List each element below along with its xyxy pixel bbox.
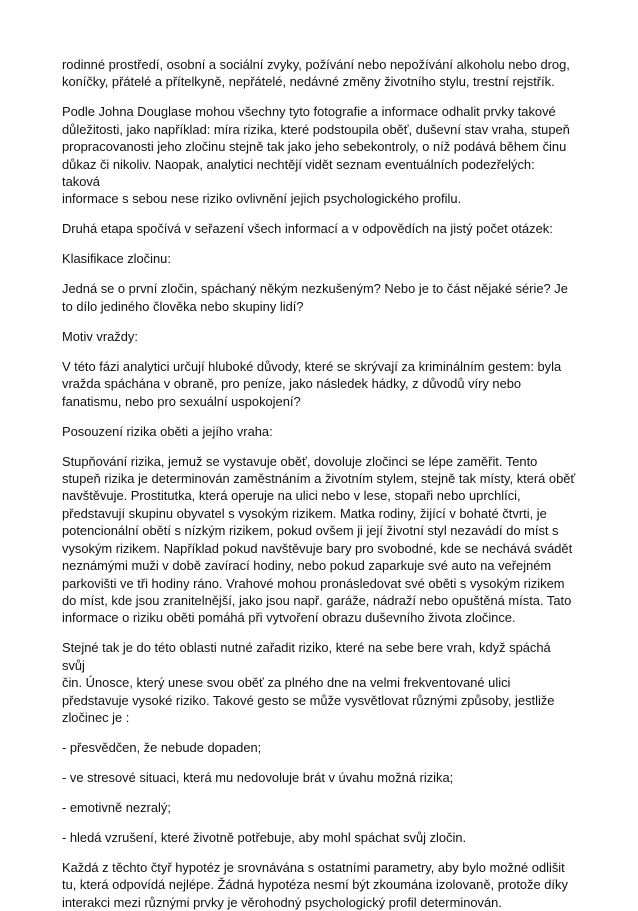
paragraph-continued-list: rodinné prostředí, osobní a sociální zvyky, požívání nebo nepožívání alkoholu nebo drog, koníčky, přátelé a přítelkyně, nepřátelé, nedávné změny životního stylu, trestní rejstřík.	[62, 57, 570, 90]
paragraph-crime-questions: Jedná se o první zločin, spáchaný někým nezkušeným? Nebo je to část nějaké série? Je to dílo jediného člověka nebo skupiny lidí?	[62, 281, 568, 314]
list-item-convinced: - přesvědčen, že nebude dopaden;	[62, 739, 262, 755]
paragraph-douglas: Podle Johna Douglase mohou všechny tyto fotografie a informace odhalit prvky takové důležitosti, jako například: míra rizika, které podstoupila oběť, duševní stav vraha, stupeň propracovanosti jeho zločinu stejně tak jako jeho sebekontroly, o níž podává během činu důkaz či nikoliv. Naopak, analytici nechtějí vidět seznam eventuálních podezřelých: taková informace s sebou nese riziko ovlivnění jejich psychologického profilu.	[62, 104, 570, 207]
list-item-immature: - emotivně nezralý;	[62, 799, 171, 815]
heading-murder-motive: Motiv vraždy:	[62, 328, 138, 344]
paragraph-victim-risk: Stupňování rizika, jemuž se vystavuje oběť, dovoluje zločinci se lépe zaměřit. Tento stupeň rizika je determinován zaměstnáním a životním stylem, stejně tak místy, která oběť navštěvuje. Prostitutka, která operuje na ulici nebo v lese, stopaři nebo uprchlíci, představují skupinu obyvatel s vysokým rizikem. Matka rodiny, žijící v bohaté čtvrti, je potencionální obětí s nízkým rizikem, pokud ovšem ji její životní styl nezavádí do míst s vysokým rizikem. Například pokud navštěvuje bary pro svobodné, kde se nechává svádět neznámými muži v době zavírací hodiny, nebo pokud zaparkuje své auto na veřejném parkovišti ve tři hodiny ráno. Vrahové mohou pronásledovat své oběti s vysokým rizikem do míst, kde jsou zranitelnější, jako jsou např. garáže, nádraží nebo opuštěná místa. Tato informace o riziku oběti pomáhá při vytvoření obrazu duševního života zločince.	[62, 453, 576, 626]
paragraph-hypotheses: Každá z těchto čtyř hypotéz je srovnávána s ostatními parametry, aby bylo možné odlišit tu, která odpovídá nejlépe. Žádná hypotéza nesmí být zkoumána izolovaně, protože díky interakci mezi různými prvky je věrohodný psychologický profil determinován.	[62, 859, 568, 910]
paragraph-second-stage: Druhá etapa spočívá v seřazení všech informací a v odpovědích na jistý počet otázek:	[62, 221, 553, 237]
paragraph-offender-risk: Stejné tak je do této oblasti nutné zařadit riziko, které na sebe bere vrah, když spáchá svůj čin. Únosce, který unese svou oběť za plného dne na velmi frekventované ulici představuje vysoké riziko. Takové gesto se může vysvětlovat různými způsoby, jestliže zločinec je :	[62, 640, 555, 725]
heading-crime-classification: Klasifikace zločinu:	[62, 251, 171, 267]
paragraph-motive: V této fázi analytici určují hluboké důvody, které se skrývají za kriminálním gestem: byla vražda spáchána v obraně, pro peníze, jako následek hádky, z důvodů víry nebo fanatismu, nebo pro sexuální uspokojení?	[62, 358, 562, 409]
heading-risk-assessment: Posouzení rizika oběti a jejího vraha:	[62, 423, 273, 439]
list-item-stress: - ve stresové situaci, která mu nedovoluje brát v úvahu možná rizika;	[62, 769, 454, 785]
list-item-thrill: - hledá vzrušení, které životně potřebuje, aby mohl spáchat svůj zločin.	[62, 829, 467, 845]
